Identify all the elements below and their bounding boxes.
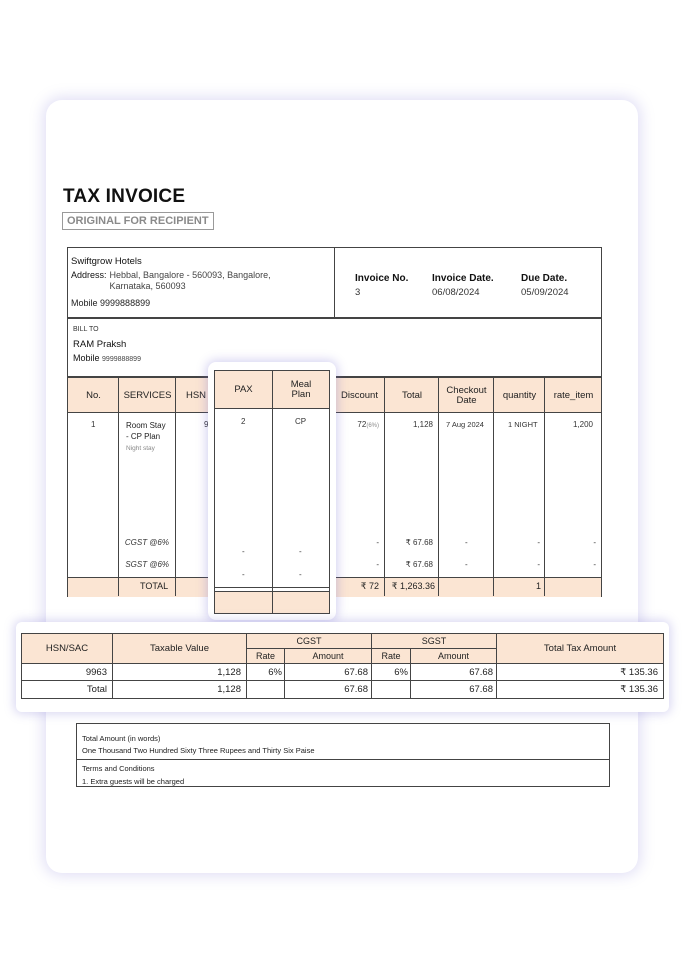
- item-quantity: 1 NIGHT: [508, 420, 538, 429]
- seller-mobile: 9999888899: [100, 298, 151, 308]
- address-label: Address:: [71, 270, 107, 280]
- item-hsn: 9: [204, 420, 209, 429]
- col-header-checkout-line2: Date: [456, 394, 477, 406]
- item-no: 1: [91, 420, 96, 429]
- invoice-number: 3: [355, 287, 361, 298]
- tax-summary-panel: [16, 622, 669, 712]
- sgst-discount: -: [376, 560, 379, 569]
- tax-header-sgst-amount: Amount: [437, 651, 470, 661]
- sgst-rate: -: [593, 560, 596, 569]
- sgst-total: ₹ 67.68: [405, 560, 433, 569]
- tax-header-cgst: CGST: [296, 636, 322, 646]
- col-header-services: SERVICES: [123, 389, 172, 401]
- copy-badge: ORIGINAL FOR RECIPIENT: [62, 212, 214, 230]
- tax-row1-cgst-amount: 67.68: [344, 666, 368, 678]
- address-line-1: Hebbal, Bangalore - 560093, Bangalore,: [109, 270, 271, 280]
- col-header-quantity: quantity: [502, 389, 537, 401]
- seller-name: Swiftgrow Hotels: [71, 256, 142, 267]
- due-date-label: Due Date.: [521, 273, 568, 284]
- tax-summary-table: [21, 633, 664, 699]
- item-total: 1,128: [412, 420, 433, 429]
- tax-header-cgst-rate: Rate: [255, 651, 275, 661]
- col-header-no: No.: [86, 389, 101, 401]
- item-checkout: 7 Aug 2024: [446, 420, 484, 429]
- terms-label: Terms and Conditions: [82, 764, 155, 773]
- sgst-label: SGST @6%: [125, 560, 169, 569]
- invoice-date-label: Invoice Date.: [432, 273, 494, 284]
- tax-row2-cgst-rate: [247, 681, 282, 698]
- tax-row1-sgst-amount: 67.68: [469, 666, 493, 678]
- item-rate: 1,200: [572, 420, 593, 429]
- customer-mobile: 9999888899: [102, 356, 141, 363]
- tax-row1-hsn: 9963: [85, 666, 107, 678]
- cgst-rate: -: [593, 538, 596, 547]
- cgst-label: CGST @6%: [124, 538, 169, 547]
- tax-row2-cgst-amount: 67.68: [344, 684, 368, 695]
- address-line-2: Karnataka, 560093: [109, 281, 186, 291]
- invoice-date: 06/08/2024: [432, 287, 480, 298]
- due-date: 05/09/2024: [521, 287, 569, 298]
- cgst-quantity: -: [537, 538, 540, 547]
- cgst-total: ₹ 67.68: [405, 538, 433, 547]
- tax-row1-cgst-rate: 6%: [268, 666, 282, 678]
- meal-sgst: -: [299, 570, 302, 579]
- col-header-discount: Discount: [341, 389, 378, 401]
- tax-header-hsn: HSN/SAC: [45, 643, 89, 654]
- item-service-note: Night stay: [126, 445, 155, 452]
- item-discount-value: 72: [357, 420, 367, 429]
- col-header-checkout-line1: Checkout: [446, 384, 487, 396]
- tax-header-total: Total Tax Amount: [543, 643, 617, 654]
- tax-header-sgst: SGST: [421, 636, 447, 646]
- invoice-number-label: Invoice No.: [355, 273, 409, 284]
- amount-words-label: Total Amount (in words): [82, 734, 161, 743]
- tax-row2-total: ₹ 135.36: [620, 684, 658, 695]
- tax-row2-sgst-rate: [372, 681, 408, 698]
- amount-words: One Thousand Two Hundred Sixty Three Rupees and Thirty Six Paise: [82, 746, 315, 755]
- tax-row1-sgst-rate: 6%: [394, 666, 408, 678]
- terms-item-1: 1. Extra guests will be charged: [82, 777, 185, 786]
- item-discount-pct: (6%): [366, 423, 379, 429]
- col-header-total: Total: [401, 389, 423, 401]
- tax-row1-total: ₹ 135.36: [620, 666, 658, 678]
- bill-to-label: BILL TO: [73, 326, 99, 333]
- totals-discount: ₹ 72: [360, 581, 379, 591]
- tax-row2-sgst-amount: 67.68: [469, 684, 493, 695]
- item-discount: [357, 420, 379, 429]
- sgst-checkout: -: [465, 560, 468, 569]
- meal-plan-value: CP: [295, 417, 307, 426]
- item-service: [126, 420, 166, 454]
- pax-value: 2: [241, 417, 246, 426]
- item-service-line1: Room Stay: [126, 421, 166, 430]
- amount-terms-block: [76, 723, 610, 787]
- cgst-discount: -: [376, 538, 379, 547]
- tax-row2-taxable: 1,128: [217, 684, 241, 695]
- meal-plan-header-line1: Meal: [290, 379, 312, 390]
- customer-mobile-label: Mobile: [73, 353, 100, 363]
- sgst-quantity: -: [537, 560, 540, 569]
- pax-cgst: -: [242, 547, 245, 556]
- totals-quantity: 1: [536, 581, 542, 591]
- meal-plan-header-line2: Plan: [291, 389, 311, 400]
- col-header-hsn: HSN: [185, 389, 207, 401]
- tax-header-taxable: Taxable Value: [150, 643, 209, 654]
- totals-label: TOTAL: [140, 581, 169, 591]
- totals-total: ₹ 1,263.36: [391, 581, 435, 591]
- page-title: TAX INVOICE: [63, 186, 186, 207]
- invoice-meta: [334, 247, 602, 318]
- seller-block: [67, 247, 335, 318]
- pax-meal-panel: [208, 362, 336, 620]
- tax-row2-hsn: Total: [86, 684, 107, 695]
- tax-row1-taxable: 1,128: [217, 666, 241, 678]
- meal-cgst: -: [299, 547, 302, 556]
- seller-mobile-label: Mobile: [71, 298, 98, 308]
- tax-header-sgst-rate: Rate: [381, 651, 401, 661]
- col-header-checkout: [439, 378, 494, 413]
- pax-header: PAX: [234, 384, 253, 395]
- pax-sgst: -: [242, 570, 245, 579]
- customer-name: RAM Praksh: [73, 339, 127, 350]
- cgst-checkout: -: [465, 538, 468, 547]
- meal-plan-header: [272, 371, 330, 409]
- col-header-rate: rate_item: [553, 389, 594, 401]
- item-service-line2: - CP Plan: [126, 432, 161, 441]
- tax-header-cgst-amount: Amount: [312, 651, 344, 661]
